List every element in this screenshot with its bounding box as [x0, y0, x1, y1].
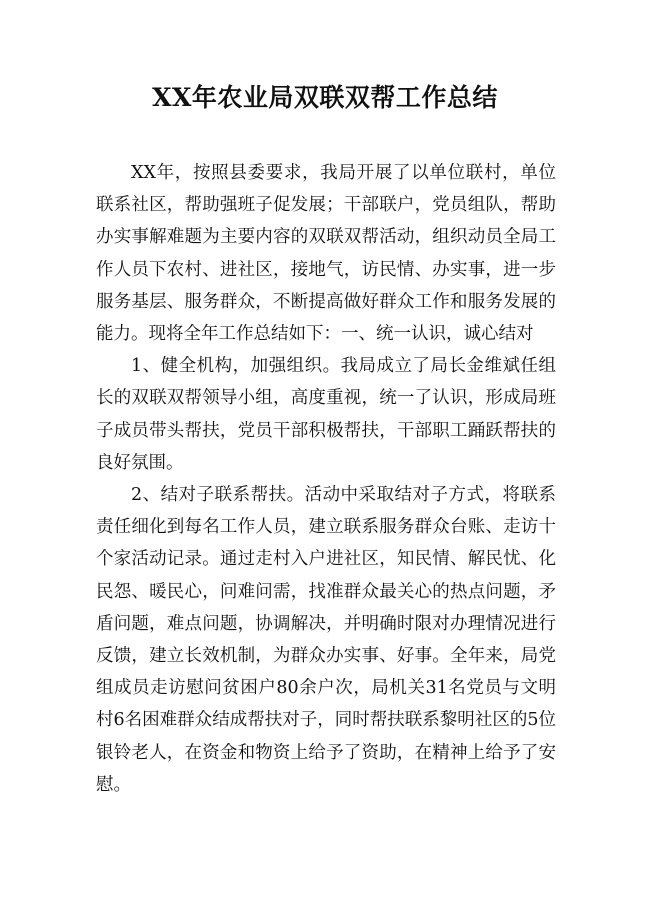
document-title: XX年农业局双联双帮工作总结 — [152, 83, 498, 112]
document-body — [96, 157, 556, 801]
paragraph-item-2: 2、结对子联系帮扶。活动中采取结对子方式，将联系责任细化到每名工作人员，建立联系服务群众台账、走访十个家活动记录。通过走村入户进社区，知民情、解民忧、化民怨、暖民心，问难问需，找准群众最关心的热点问题，矛盾问题，难点问题，协调解决，并明确时限对办理情况进行反馈，建立长效机制，为群众办实事、好事。全年来，局党组成员走访慰问贫困户80余户次，局机关31名党员与文明村6名困难群众结成帮扶对子，同时帮扶联系黎明社区的5位银铃老人，在资金和物资上给予了资助，在精神上给予了安慰。 — [96, 485, 556, 795]
paragraph-intro: XX年，按照县委要求，我局开展了以单位联村，单位联系社区，帮助强班子促发展；干部联户，党员组队，帮助办实事解难题为主要内容的双联双帮活动，组织动员全局工作人员下农村、进社区，接地气，访民情、办实事，进一步服务基层、服务群众，不断提高做好群众工作和服务发展的能力。现将全年工作总结如下：一、统一认识，诚心结对 — [96, 163, 556, 345]
paragraph-item-1: 1、健全机构，加强组织。我局成立了局长金维斌任组长的双联双帮领导小组，高度重视，统一了认识，形成局班子成员带头帮扶，党员干部积极帮扶，干部职工踊跃帮扶的良好氛围。 — [96, 356, 556, 473]
